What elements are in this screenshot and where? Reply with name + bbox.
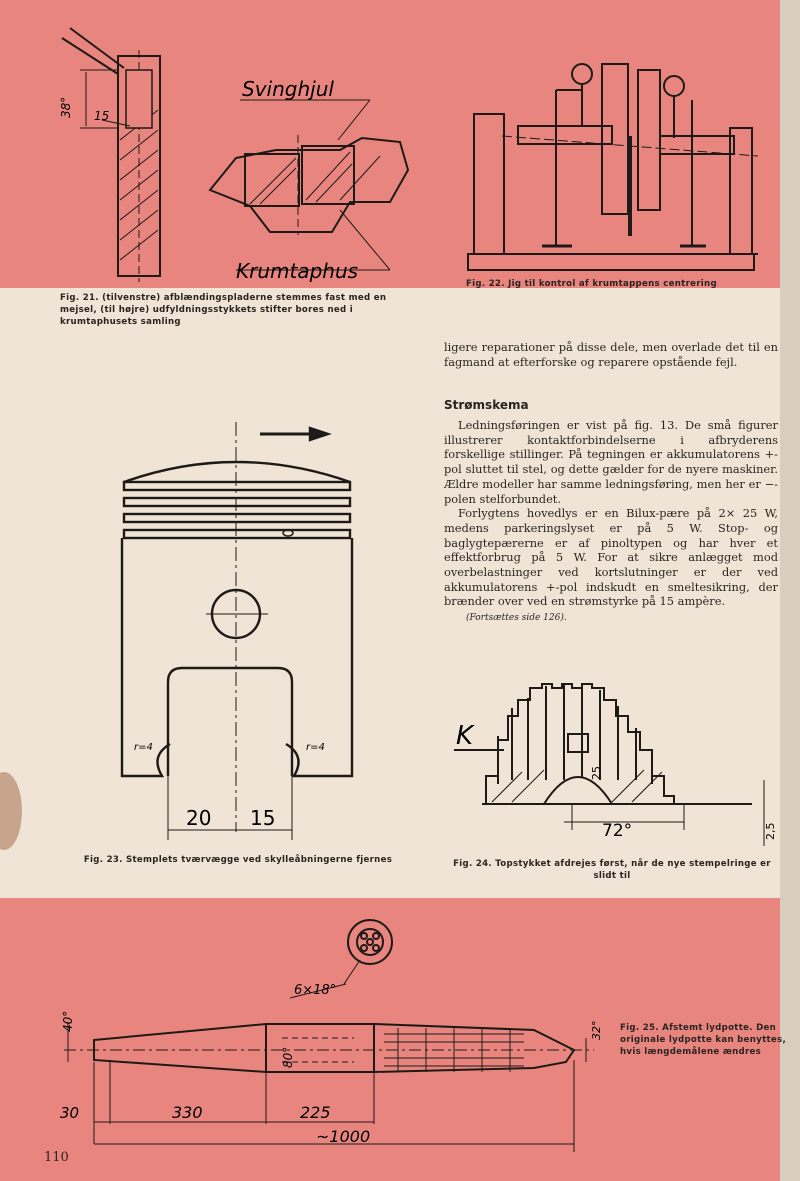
fig23-dim-20: 20	[186, 806, 212, 830]
fig24-dim-25: 25	[590, 766, 603, 780]
fig24-label-k: K	[456, 721, 474, 751]
fig23-radius-right: r=4	[306, 742, 325, 753]
fig22-caption: Fig. 22. Jig til kontrol af krumtappens centrering	[466, 279, 717, 289]
fig21-dim-15: 15	[94, 109, 110, 123]
continued-note: (Fortsættes side 126).	[466, 613, 567, 624]
page-number: 110	[44, 1150, 69, 1165]
fig25-caption: Fig. 25. Afstemt lydpotte. Den originale lydpotte kan benyttes, hvis længdemålene ændres	[620, 1023, 787, 1057]
fig21-caption: Fig. 21. (tilvenstre) afblændingspladerne stemmes fast med en mejsel, (til højre) udfyldningsstykkets stifter bores ned i krumtaphusets samling	[60, 293, 387, 327]
fig24-dim-72: 72°	[602, 821, 633, 841]
body-text	[444, 418, 778, 626]
fig23-dim-15: 15	[250, 806, 276, 830]
fig24-caption: Fig. 24. Topstykket afdrejes først, når de nye stempelringe er slidt til	[453, 859, 771, 881]
fig25-dim-1000: ~1000	[316, 1127, 371, 1146]
thumb-shadow	[0, 772, 22, 850]
fig25-dim-225: 225	[300, 1103, 331, 1122]
fig25-dim-30: 30	[60, 1104, 80, 1122]
fig25-dim-32: 32°	[590, 1020, 603, 1040]
fig23-drawing	[110, 420, 370, 845]
fig21-drawing	[40, 20, 440, 290]
fig21-label-svinghjul: Svinghjul	[242, 77, 334, 101]
section-heading: Strømskema	[444, 398, 529, 412]
fig22-drawing	[462, 56, 762, 281]
fig25-drawing	[54, 912, 614, 1152]
fig21-dim-38: 38°	[59, 96, 73, 118]
fig23-caption: Fig. 23. Stemplets tværvægge ved skylleåbningerne fjernes	[83, 855, 393, 865]
page-edge	[780, 0, 800, 1181]
intro-text	[444, 340, 778, 369]
intro-paragraph: ligere reparationer på disse dele, men overlade det til en fagmand at efterforske og reparere opstående fejl.	[444, 340, 778, 369]
fig24-drawing	[452, 680, 778, 850]
fig25-dim-80: 80°	[281, 1046, 295, 1068]
fig23-radius-left: r=4	[134, 742, 153, 753]
paragraph-1: Ledningsføringen er vist på fig. 13. De små figurer illustrerer kontaktforbindelserne i afbryderens forskellige stillinger. På tegningen er akkumulatorens +-pol sluttet til stel, og dette gælder for de nyere maskiner. Ældre modeller har samme ledningsføring, men her er −-polen stelforbundet.	[444, 418, 778, 506]
fig21-label-krumtaphus: Krumtaphus	[236, 259, 359, 283]
fig25-dim-330: 330	[172, 1103, 203, 1122]
fig24-dim-2-5: 2,5	[764, 822, 777, 840]
paragraph-2: Forlygtens hovedlys er en Bilux-pære på 2× 25 W, medens parkeringslyset er på 5 W. Stop- og baglygtepærerne er af pinoltypen og har hver et effektforbrug på 5 W. For at sikre anlægget mod overbelastninger ved kortslutninger er der ved akkumulatorens +-pol indskudt en smeltesikring, der brænder over ved en strømstyrke på 15 ampère.	[444, 506, 778, 609]
fig25-dim-6x18: 6×18°	[294, 983, 337, 998]
fig25-dim-40: 40°	[61, 1010, 75, 1032]
